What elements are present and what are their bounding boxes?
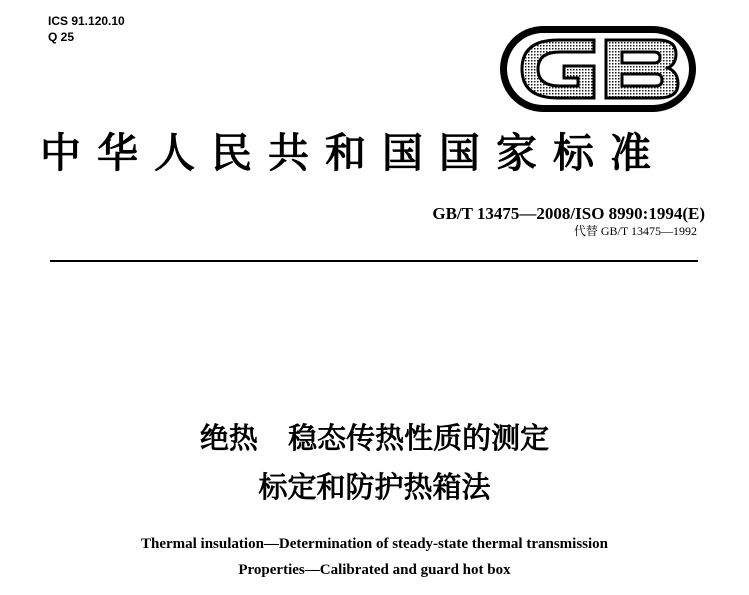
replaces-standard: 代替 GB/T 13475—1992 [573,224,697,238]
classification-codes [48,13,125,45]
gb-logo [498,24,698,114]
chinese-title-line-2: 标定和防护热箱法 [258,470,491,504]
header-divider [50,260,698,262]
english-title-line-1: Thermal insulation—Determination of steady-state thermal transmission [140,536,609,552]
english-title-line-2: Properties—Calibrated and guard hot box [238,562,511,578]
ics-code: ICS 91.120.10 [48,14,125,28]
standard-number: GB/T 13475—2008/ISO 8990:1994(E) [432,204,705,223]
standard-organization: 中华人民共和国国家标准 [40,129,667,177]
chinese-title-line-1: 绝热 稳态传热性质的测定 [199,421,550,455]
ccs-code: Q 25 [48,30,75,44]
